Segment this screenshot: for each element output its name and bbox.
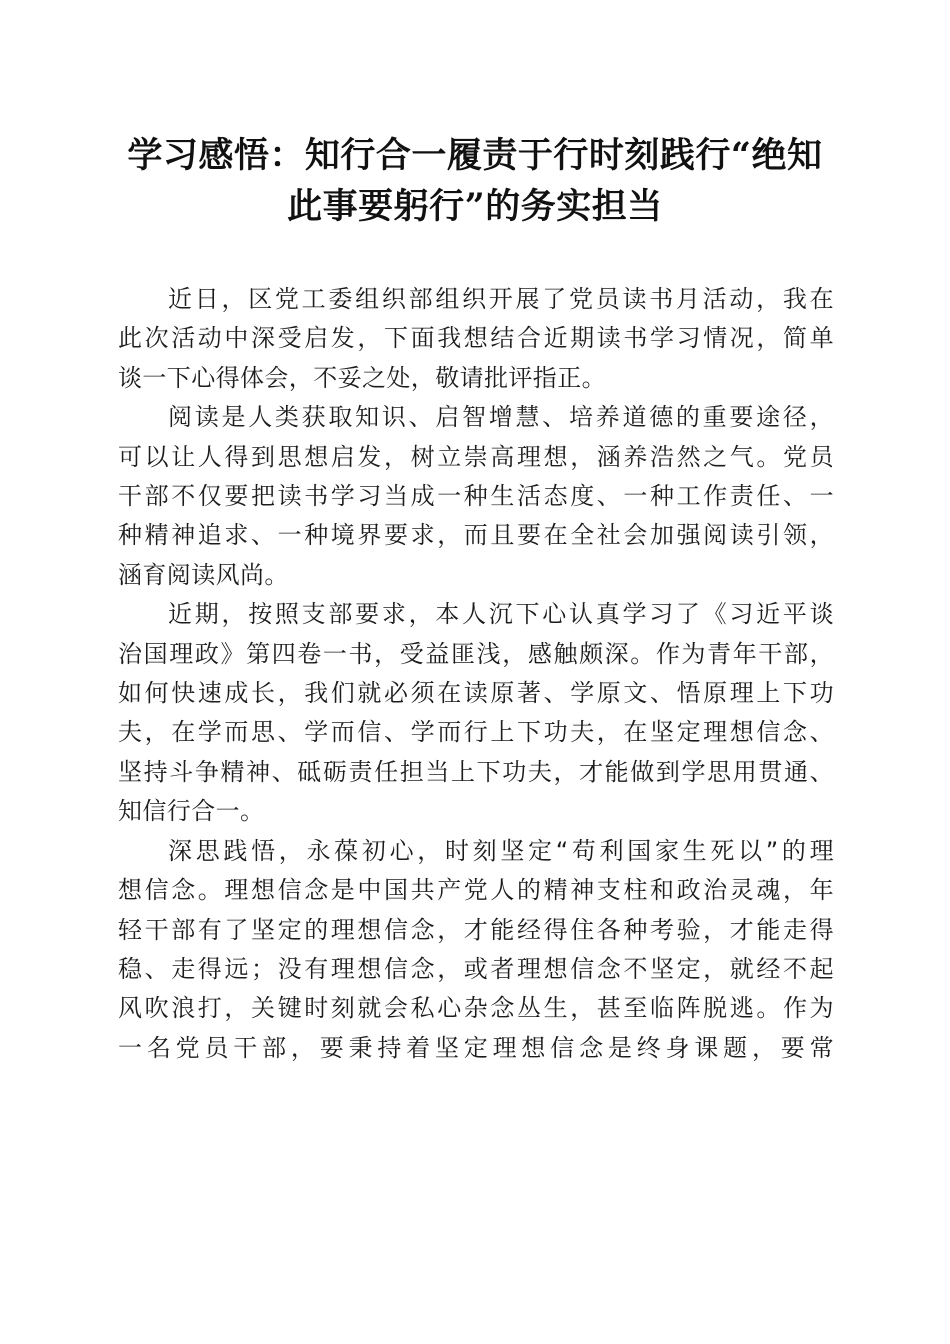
text-line: 涵育阅读风尚。: [118, 560, 289, 589]
text-line: 近期，按照支部要求，本人沉下心认真学习了《习近平谈: [168, 600, 834, 629]
text-line: 治国理政》第四卷一书，受益匪浅，感触颇深。作为青年干部，: [118, 639, 834, 668]
text-line: 稳、走得远；没有理想信念，或者理想信念不坚定，就经不起: [118, 954, 834, 983]
text-line: 可以让人得到思想启发，树立崇高理想，涵养浩然之气。党员: [118, 442, 834, 471]
paragraph-reading: [118, 398, 834, 595]
text-line: 如何快速成长，我们就必须在读原著、学原文、悟原理上下功: [118, 679, 834, 708]
text-line: 此次活动中深受启发，下面我想结合近期读书学习情况，简单: [118, 324, 834, 353]
text-line: 坚持斗争精神、砥砺责任担当上下功夫，才能做到学思用贯通、: [118, 757, 834, 786]
paragraph-intro: [118, 280, 834, 398]
paragraph-study: [118, 595, 834, 831]
text-line: 想信念。理想信念是中国共产党人的精神支柱和政治灵魂，年: [118, 876, 834, 905]
text-line: 一名党员干部，要秉持着坚定理想信念是终身课题，要常: [118, 1033, 834, 1062]
text-line: 干部不仅要把读书学习当成一种生活态度、一种工作责任、一: [118, 482, 834, 511]
title-line: 学习感悟：知行合一履责于行时刻践行“绝知: [127, 135, 823, 176]
text-line: 种精神追求、一种境界要求，而且要在全社会加强阅读引领，: [118, 521, 834, 550]
document-body: [118, 280, 834, 1068]
text-line: 近日，区党工委组织部组织开展了党员读书月活动，我在: [168, 285, 834, 313]
text-line: 轻干部有了坚定的理想信念，才能经得住各种考验，才能走得: [118, 915, 834, 944]
text-line: 风吹浪打，关键时刻就会私心杂念丛生，甚至临阵脱逃。作为: [118, 994, 834, 1023]
text-line: 夫，在学而思、学而信、学而行上下功夫，在坚定理想信念、: [118, 718, 834, 747]
document-title: [110, 130, 840, 232]
title-line: 此事要躬行”的务实担当: [287, 186, 663, 227]
text-line: 知信行合一。: [118, 797, 265, 826]
text-line: 谈一下心得体会，不妥之处，敬请批评指正。: [118, 363, 606, 392]
paragraph-ideals: [118, 832, 834, 1068]
text-line: 阅读是人类获取知识、启智增慧、培养道德的重要途径，: [168, 403, 834, 432]
text-line: 深思践悟，永葆初心，时刻坚定“苟利国家生死以”的理: [168, 836, 834, 865]
